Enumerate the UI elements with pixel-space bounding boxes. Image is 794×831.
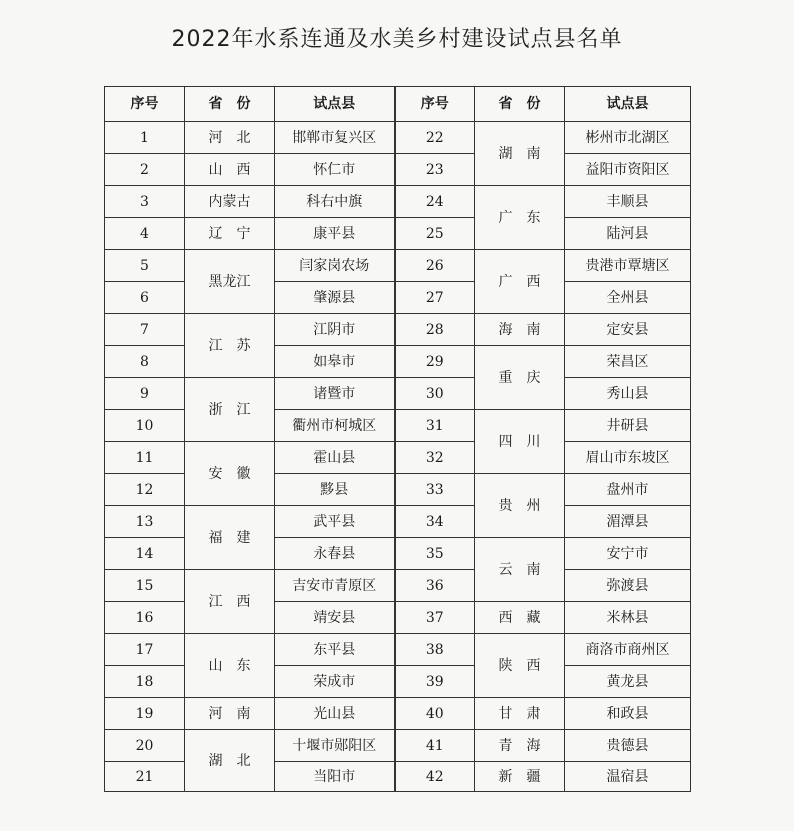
seq-cell: 26	[395, 250, 475, 282]
seq-cell: 5	[105, 250, 185, 282]
county-cell: 永春县	[275, 538, 395, 570]
seq-cell: 4	[105, 218, 185, 250]
province-cell: 云 南	[475, 538, 565, 602]
province-cell: 辽 宁	[185, 218, 275, 250]
seq-cell: 27	[395, 282, 475, 314]
county-cell: 怀仁市	[275, 154, 395, 186]
province-cell: 内蒙古	[185, 186, 275, 218]
seq-cell: 1	[105, 122, 185, 154]
seq-cell: 38	[395, 634, 475, 666]
province-cell: 陕 西	[475, 634, 565, 698]
county-cell: 江阴市	[275, 314, 395, 346]
province-cell: 河 北	[185, 122, 275, 154]
seq-cell: 13	[105, 506, 185, 538]
county-cell: 吉安市青原区	[275, 570, 395, 602]
province-cell: 山 东	[185, 634, 275, 698]
county-cell: 武平县	[275, 506, 395, 538]
seq-cell: 21	[105, 762, 185, 792]
county-cell: 霍山县	[275, 442, 395, 474]
header-province-right: 省 份	[475, 87, 565, 122]
province-cell: 重 庆	[475, 346, 565, 410]
seq-cell: 2	[105, 154, 185, 186]
seq-cell: 32	[395, 442, 475, 474]
header-province-left: 省 份	[185, 87, 275, 122]
seq-cell: 29	[395, 346, 475, 378]
county-cell: 光山县	[275, 698, 395, 730]
county-cell: 温宿县	[565, 762, 691, 792]
table-row	[105, 730, 691, 762]
county-cell: 康平县	[275, 218, 395, 250]
county-cell: 肇源县	[275, 282, 395, 314]
seq-cell: 9	[105, 378, 185, 410]
header-county-right: 试点县	[565, 87, 691, 122]
province-cell: 广 西	[475, 250, 565, 314]
county-cell: 如皋市	[275, 346, 395, 378]
header-row	[105, 87, 691, 122]
pilot-county-table	[104, 86, 691, 792]
header-county-left: 试点县	[275, 87, 395, 122]
county-cell: 益阳市资阳区	[565, 154, 691, 186]
county-cell: 靖安县	[275, 602, 395, 634]
table-row	[105, 218, 691, 250]
seq-cell: 39	[395, 666, 475, 698]
table-row	[105, 250, 691, 282]
seq-cell: 36	[395, 570, 475, 602]
table-row	[105, 634, 691, 666]
seq-cell: 6	[105, 282, 185, 314]
seq-cell: 3	[105, 186, 185, 218]
county-cell: 荣成市	[275, 666, 395, 698]
county-cell: 秀山县	[565, 378, 691, 410]
seq-cell: 22	[395, 122, 475, 154]
seq-cell: 15	[105, 570, 185, 602]
county-cell: 商洛市商州区	[565, 634, 691, 666]
county-cell: 盘州市	[565, 474, 691, 506]
seq-cell: 7	[105, 314, 185, 346]
province-cell: 河 南	[185, 698, 275, 730]
county-cell: 全州县	[565, 282, 691, 314]
table-row	[105, 570, 691, 602]
county-cell: 闫家岗农场	[275, 250, 395, 282]
county-cell: 十堰市郧阳区	[275, 730, 395, 762]
province-cell: 山 西	[185, 154, 275, 186]
county-cell: 贵港市覃塘区	[565, 250, 691, 282]
seq-cell: 10	[105, 410, 185, 442]
seq-cell: 16	[105, 602, 185, 634]
seq-cell: 30	[395, 378, 475, 410]
table-row	[105, 186, 691, 218]
county-cell: 湄潭县	[565, 506, 691, 538]
county-cell: 陆河县	[565, 218, 691, 250]
county-cell: 井研县	[565, 410, 691, 442]
province-cell: 广 东	[475, 186, 565, 250]
county-cell: 定安县	[565, 314, 691, 346]
seq-cell: 31	[395, 410, 475, 442]
table-row	[105, 154, 691, 186]
province-cell: 湖 北	[185, 730, 275, 792]
county-cell: 衢州市柯城区	[275, 410, 395, 442]
seq-cell: 11	[105, 442, 185, 474]
province-cell: 西 藏	[475, 602, 565, 634]
province-cell: 浙 江	[185, 378, 275, 442]
province-cell: 湖 南	[475, 122, 565, 186]
county-cell: 黄龙县	[565, 666, 691, 698]
province-cell: 新 疆	[475, 762, 565, 792]
county-cell: 邯郸市复兴区	[275, 122, 395, 154]
county-cell: 彬州市北湖区	[565, 122, 691, 154]
county-cell: 弥渡县	[565, 570, 691, 602]
county-cell: 东平县	[275, 634, 395, 666]
county-cell: 诸暨市	[275, 378, 395, 410]
seq-cell: 37	[395, 602, 475, 634]
seq-cell: 41	[395, 730, 475, 762]
county-cell: 米林县	[565, 602, 691, 634]
page-title: 2022年水系连通及水美乡村建设试点县名单	[171, 27, 623, 52]
county-cell: 贵德县	[565, 730, 691, 762]
seq-cell: 8	[105, 346, 185, 378]
county-cell: 科右中旗	[275, 186, 395, 218]
county-cell: 眉山市东坡区	[565, 442, 691, 474]
province-cell: 安 徽	[185, 442, 275, 506]
province-cell: 青 海	[475, 730, 565, 762]
seq-cell: 17	[105, 634, 185, 666]
table-row	[105, 442, 691, 474]
table-row	[105, 378, 691, 410]
seq-cell: 23	[395, 154, 475, 186]
seq-cell: 35	[395, 538, 475, 570]
seq-cell: 25	[395, 218, 475, 250]
county-cell: 丰顺县	[565, 186, 691, 218]
county-cell: 当阳市	[275, 762, 395, 792]
seq-cell: 14	[105, 538, 185, 570]
table-row	[105, 506, 691, 538]
seq-cell: 40	[395, 698, 475, 730]
province-cell: 黑龙江	[185, 250, 275, 314]
table-row	[105, 698, 691, 730]
table-row	[105, 122, 691, 154]
seq-cell: 42	[395, 762, 475, 792]
seq-cell: 33	[395, 474, 475, 506]
county-cell: 荣昌区	[565, 346, 691, 378]
county-cell: 安宁市	[565, 538, 691, 570]
seq-cell: 24	[395, 186, 475, 218]
table-row	[105, 314, 691, 346]
seq-cell: 34	[395, 506, 475, 538]
county-cell: 黟县	[275, 474, 395, 506]
seq-cell: 18	[105, 666, 185, 698]
seq-cell: 28	[395, 314, 475, 346]
header-seq-left: 序号	[105, 87, 185, 122]
province-cell: 贵 州	[475, 474, 565, 538]
province-cell: 海 南	[475, 314, 565, 346]
county-cell: 和政县	[565, 698, 691, 730]
header-seq-right: 序号	[395, 87, 475, 122]
province-cell: 江 苏	[185, 314, 275, 378]
seq-cell: 20	[105, 730, 185, 762]
seq-cell: 19	[105, 698, 185, 730]
province-cell: 四 川	[475, 410, 565, 474]
seq-cell: 12	[105, 474, 185, 506]
province-cell: 甘 肃	[475, 698, 565, 730]
province-cell: 福 建	[185, 506, 275, 570]
province-cell: 江 西	[185, 570, 275, 634]
